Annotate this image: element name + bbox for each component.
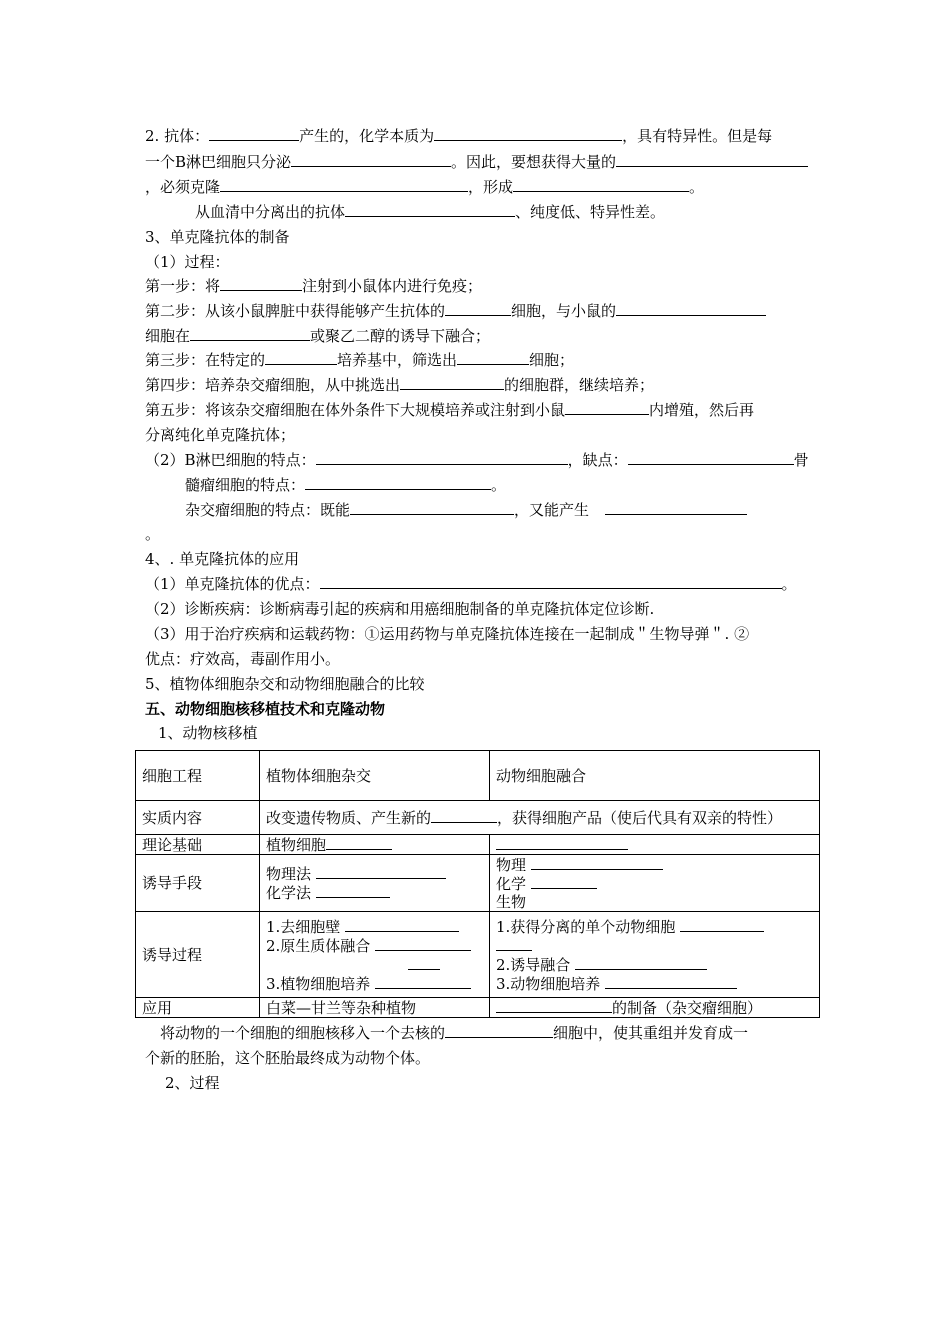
fill-blank[interactable] — [616, 301, 766, 316]
table-row — [136, 801, 820, 835]
text: ，又能产生 — [514, 501, 590, 519]
fill-blank[interactable] — [616, 152, 808, 167]
b-cell-features — [145, 450, 809, 470]
section5-title: 五、动物细胞核移植技术和克隆动物 — [145, 700, 386, 718]
antibody-line-3 — [145, 177, 704, 197]
table-row — [136, 998, 820, 1018]
fill-blank[interactable] — [575, 955, 707, 970]
text: 植物细胞 — [266, 836, 327, 854]
row-label: 诱导手段 — [136, 855, 260, 912]
text: 第一步：将 — [145, 277, 221, 295]
row-label: 应用 — [136, 998, 260, 1018]
text: ，具有特异性。但是每 — [622, 127, 773, 145]
step-5 — [145, 400, 754, 420]
fill-blank[interactable] — [220, 177, 468, 192]
fill-blank[interactable] — [531, 874, 597, 889]
table-row — [136, 912, 820, 998]
text: 。 — [781, 575, 797, 593]
text: 。 — [491, 476, 507, 494]
fill-blank[interactable] — [316, 450, 568, 465]
text: 的细胞群，继续培养； — [504, 376, 655, 394]
text: 注射到小鼠体内进行免疫； — [302, 277, 483, 295]
text: （2）B淋巴细胞的特点： — [145, 451, 316, 469]
row-label: 理论基础 — [136, 835, 260, 855]
table-cell — [490, 998, 820, 1018]
fill-blank[interactable] — [496, 835, 628, 850]
apply-treat-cont: 优点：疗效高，毒副作用小。 — [145, 650, 341, 668]
text: 将动物的一个细胞的细胞核移入一个去核的 — [160, 1024, 446, 1042]
text: 物理 — [496, 856, 527, 874]
table-cell — [490, 835, 820, 855]
table-cell — [490, 855, 820, 912]
myeloma-features — [185, 475, 506, 495]
text: 产生的，化学本质为 — [299, 127, 435, 145]
apply-diagnose: （2）诊断疾病：诊断病毒引起的疾病和用癌细胞制备的单克隆抗体定位诊断. — [145, 600, 655, 618]
text: 内增殖，然后再 — [649, 401, 755, 419]
text: 1.获得分离的单个动物细胞 — [496, 917, 676, 936]
text: 2.诱导融合 — [496, 955, 571, 974]
text: ，缺点： — [567, 451, 628, 469]
table-header: 动物细胞融合 — [490, 751, 820, 801]
fill-blank[interactable] — [408, 955, 440, 970]
fill-blank[interactable] — [513, 177, 689, 192]
step-5-cont: 分离纯化单克隆抗体； — [145, 426, 296, 444]
step-4 — [145, 375, 654, 395]
table-cell — [260, 835, 490, 855]
transfer-sub2: 2、过程 — [165, 1074, 220, 1092]
text: 的制备（杂交瘤细胞） — [612, 999, 763, 1017]
fill-blank[interactable] — [209, 126, 299, 141]
fill-blank[interactable] — [345, 917, 459, 932]
text: 细胞，与小鼠的 — [511, 302, 617, 320]
table-cell — [260, 912, 490, 998]
text: ，必须克隆 — [145, 178, 221, 196]
antibody-line-4 — [195, 202, 665, 222]
row-label: 实质内容 — [136, 801, 260, 835]
table-cell: 白菜—甘兰等杂种植物 — [260, 998, 490, 1018]
comparison-table — [135, 750, 820, 1018]
table-header: 植物体细胞杂交 — [260, 751, 490, 801]
fill-blank[interactable] — [431, 808, 497, 823]
text: ，获得细胞产品（使后代具有双亲的特性） — [497, 809, 783, 827]
text: 细胞中，使其重组并发育成一 — [553, 1024, 749, 1042]
step-2-cont — [145, 326, 490, 346]
fill-blank[interactable] — [565, 400, 649, 415]
text: 、纯度低、特异性差。 — [515, 203, 666, 221]
fill-blank[interactable] — [400, 375, 504, 390]
text: 第三步：在特定的 — [145, 351, 266, 369]
fill-blank[interactable] — [291, 152, 451, 167]
text: 2.原生质体融合 — [266, 936, 371, 955]
fill-blank[interactable] — [457, 350, 529, 365]
text: 。 — [689, 178, 705, 196]
fill-blank[interactable] — [305, 475, 491, 490]
step-3 — [145, 350, 574, 370]
prep-heading: 3、单克隆抗体的制备 — [145, 228, 290, 246]
fill-blank[interactable] — [190, 326, 310, 341]
fill-blank[interactable] — [496, 998, 612, 1013]
text: 2. 抗体： — [145, 127, 210, 145]
text: 化学 — [496, 875, 527, 893]
fill-blank[interactable] — [220, 276, 302, 291]
text: 从血清中分离出的抗体 — [195, 203, 346, 221]
text: 第五步：将该杂交瘤细胞在体外条件下大规模培养或注射到小鼠 — [145, 401, 566, 419]
fill-blank[interactable] — [605, 974, 737, 989]
fill-blank[interactable] — [531, 855, 663, 870]
apply-advantage — [145, 574, 797, 594]
text: ，形成 — [468, 178, 514, 196]
text: 培养基中，筛选出 — [337, 351, 458, 369]
fill-blank[interactable] — [680, 917, 764, 932]
table-cell — [490, 912, 820, 998]
fill-blank[interactable] — [326, 835, 392, 850]
text: 3.植物细胞培养 — [266, 974, 371, 993]
apply-treat: （3）用于治疗疾病和运载药物：①运用药物与单克隆抗体连接在一起制成＂生物导弹＂. ② — [145, 625, 750, 643]
transfer-line-2: 个新的胚胎，这个胚胎最终成为动物个体。 — [145, 1049, 431, 1067]
text: 1.去细胞壁 — [266, 917, 341, 936]
fill-blank[interactable] — [320, 574, 782, 589]
row-label: 诱导过程 — [136, 912, 260, 998]
antibody-line-1 — [145, 126, 772, 146]
text: （1）单克隆抗体的优点： — [145, 575, 320, 593]
fill-blank[interactable] — [605, 500, 747, 515]
apply-heading: 4、. 单克隆抗体的应用 — [145, 550, 300, 568]
fill-blank[interactable] — [350, 500, 514, 515]
section5-sub1: 1、动物核移植 — [158, 724, 258, 742]
text: 化学法 — [266, 884, 312, 902]
text: 杂交瘤细胞的特点：既能 — [185, 501, 351, 519]
text: 3.动物细胞培养 — [496, 974, 601, 993]
fill-blank[interactable] — [316, 864, 446, 879]
table-cell — [260, 801, 820, 835]
table-row — [136, 855, 820, 912]
hybridoma-end: 。 — [145, 525, 161, 543]
table-cell — [260, 855, 490, 912]
compare-heading: 5、植物体细胞杂交和动物细胞融合的比较 — [145, 675, 425, 693]
fill-blank[interactable] — [496, 936, 532, 951]
fill-blank[interactable] — [316, 883, 390, 898]
antibody-line-2 — [145, 152, 808, 172]
step-2 — [145, 301, 766, 321]
fill-blank[interactable] — [434, 126, 622, 141]
step-1 — [145, 276, 482, 296]
table-row — [136, 835, 820, 855]
text: 改变遗传物质、产生新的 — [266, 809, 432, 827]
prep-process: （1）过程： — [145, 253, 230, 271]
text: 第二步：从该小鼠脾脏中获得能够产生抗体的 — [145, 302, 446, 320]
text: 第四步：培养杂交瘤细胞，从中挑选出 — [145, 376, 401, 394]
text: 生物 — [496, 893, 527, 911]
fill-blank[interactable] — [375, 936, 471, 951]
text: 骨 — [793, 451, 809, 469]
fill-blank[interactable] — [375, 974, 471, 989]
fill-blank[interactable] — [628, 450, 794, 465]
fill-blank[interactable] — [445, 1023, 553, 1038]
text: 细胞在 — [145, 327, 191, 345]
fill-blank[interactable] — [345, 202, 515, 217]
hybridoma-features — [185, 500, 747, 520]
text: 物理法 — [266, 865, 312, 883]
table-row — [136, 751, 820, 801]
fill-blank[interactable] — [265, 350, 337, 365]
text: 一个B淋巴细胞只分泌 — [145, 153, 292, 171]
table-header: 细胞工程 — [136, 751, 260, 801]
text: 髓瘤细胞的特点： — [185, 476, 306, 494]
text: 或聚乙二醇的诱导下融合； — [310, 327, 491, 345]
transfer-line-1 — [160, 1023, 748, 1043]
fill-blank[interactable] — [445, 301, 511, 316]
text: 。因此，要想获得大量的 — [451, 153, 617, 171]
text: 细胞； — [529, 351, 575, 369]
